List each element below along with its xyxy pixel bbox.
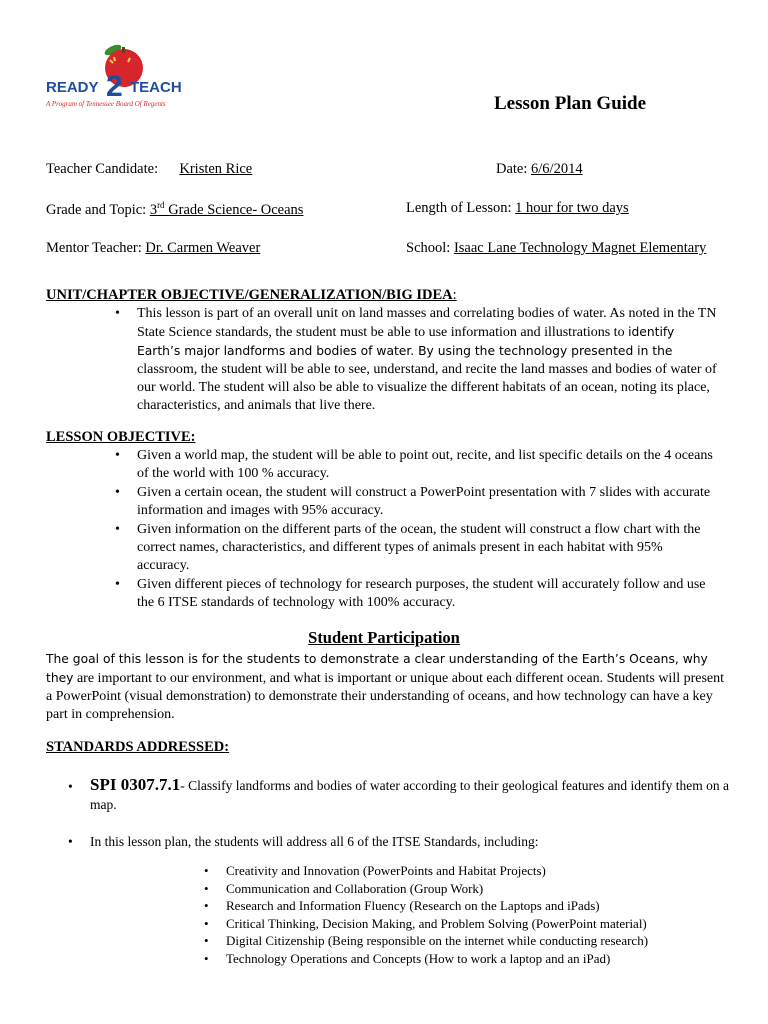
list-item: • Given a certain ocean, the student will construct a PowerPoint presentation with 7 slides with accurate information and images with 95% accuracy. — [115, 485, 711, 518]
list-item — [68, 832, 730, 851]
list-item: • Given different pieces of technology for research purposes, the student will accurately follow and use the 6 ITSE standards of technology with 100% accuracy. — [115, 577, 706, 610]
school-label: School: — [406, 240, 451, 256]
list-item: • Given a world map, the student will be able to point out, recite, and list specific details on the 4 oceans of the world with 100 % accuracy. — [115, 448, 713, 481]
svg-text:2: 2 — [106, 70, 123, 103]
itse-intro: In this lesson plan, the students will address all 6 of the ITSE Standards, including: — [90, 834, 539, 849]
school-row — [406, 240, 706, 257]
svg-text:TEACH: TEACH — [130, 79, 182, 96]
mentor-label: Mentor Teacher: — [46, 240, 142, 256]
bullet-icon: • — [204, 915, 209, 931]
lesson-objective-heading: LESSON OBJECTIVE: — [46, 429, 196, 445]
list-item: • Research and Information Fluency (Research on the Laptops and iPads) — [204, 898, 600, 914]
list-item — [68, 775, 730, 814]
grade-value: 3rd Grade Science- Oceans — [149, 200, 304, 218]
list-item: • Communication and Collaboration (Group Work) — [204, 880, 484, 896]
mentor-value: Dr. Carmen Weaver — [145, 240, 261, 256]
unit-objective-heading: UNIT/CHAPTER OBJECTIVE/GENERALIZATION/BIG IDEA: — [46, 287, 457, 303]
standards-list — [68, 775, 730, 851]
svg-text:A Program of Tennessee Board O: A Program of Tennessee Board Of Regents — [46, 100, 166, 108]
bullet-icon: • — [204, 880, 209, 896]
list-item: • Digital Citizenship (Being responsible on the internet while conducting research) — [204, 933, 649, 949]
participation-paragraph: The goal of this lesson is for the students to demonstrate a clear understanding of the Earth’s Oceans, why they are important to our environment, and what is important or unique about each different ocean. Students will present a PowerPoint (visual demonstration) to demonstrate their understanding of oceans, and how technology can have a key part in comprehension. — [46, 652, 725, 722]
teacher-label: Teacher Candidate: — [46, 161, 159, 177]
school-value: Isaac Lane Technology Magnet Elementary — [453, 240, 707, 256]
bullet-icon: • — [115, 448, 120, 463]
spi-code: SPI 0307.7.1 — [90, 775, 181, 794]
bullet-icon: • — [204, 898, 209, 914]
document-title: Lesson Plan Guide — [494, 93, 647, 114]
bullet-icon: • — [204, 933, 209, 949]
length-row — [406, 200, 629, 217]
ready2teach-logo — [44, 44, 188, 116]
length-value: 1 hour for two days — [515, 200, 629, 216]
date-value: 6/6/2014 — [531, 161, 583, 177]
date-label: Date: — [496, 161, 528, 177]
bullet-icon: • — [115, 306, 120, 321]
bullet-icon: • — [204, 863, 209, 878]
list-item: • This lesson is part of an overall unit on land masses and correlating bodies of water. As noted in the TN State Science standards, the student must be able to use information and illustrations to identify Earth’s major landforms and bodies of water. By using the technology presented in the classroom, the student will be able to see, understand, and recite the land masses and bodies of water of our world. The student will also be able to visualize the different habitats of an ocean, noting its place, characteristics, and animals that live there. — [115, 306, 717, 413]
grade-topic-row — [46, 200, 303, 219]
date-row — [496, 161, 583, 178]
bullet-icon: • — [68, 779, 73, 794]
teacher-value: Kristen Rice — [179, 161, 253, 177]
spi-text: - Classify landforms and bodies of water according to their geological features and identify them on a map. — [90, 778, 730, 812]
bullet-icon: • — [115, 522, 120, 537]
list-item: • Technology Operations and Concepts (How to work a laptop and an iPad) — [204, 950, 611, 966]
svg-text:READY: READY — [46, 79, 99, 96]
length-label: Length of Lesson: — [406, 200, 512, 216]
mentor-row — [46, 240, 260, 257]
unit-objective-list — [115, 305, 717, 416]
standards-heading: STANDARDS ADDRESSED: — [46, 739, 230, 755]
list-item: • Given information on the different parts of the ocean, the student will construct a flow chart with the correct names, characteristics, and different types of animals present in each habitat with 95% accuracy. — [115, 522, 701, 573]
grade-label: Grade and Topic: — [46, 201, 147, 218]
list-item: • Critical Thinking, Decision Making, and Problem Solving (PowerPoint material) — [204, 915, 647, 931]
bullet-icon: • — [115, 485, 120, 500]
lesson-objective-list — [115, 447, 717, 613]
bullet-icon: • — [68, 834, 73, 849]
bullet-icon: • — [204, 950, 209, 966]
itse-standards-list — [204, 862, 726, 968]
teacher-candidate-row — [46, 161, 252, 178]
participation-heading: Student Participation — [308, 628, 460, 647]
bullet-icon: • — [115, 577, 120, 592]
list-item: • Creativity and Innovation (PowerPoints and Habitat Projects) — [204, 863, 546, 878]
